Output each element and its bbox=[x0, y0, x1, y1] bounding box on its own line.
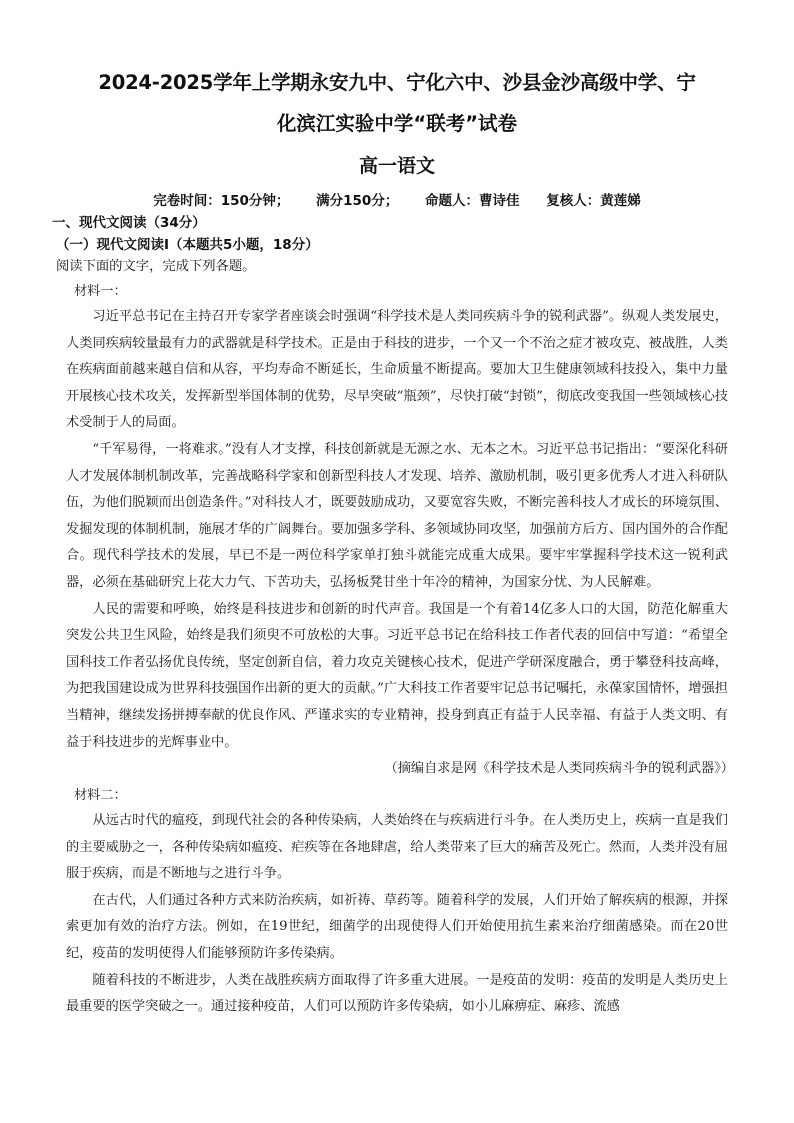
subsection-heading: （一）现代文阅读Ⅰ（本题共5小题，18分） bbox=[56, 237, 319, 253]
exam-meta bbox=[66, 190, 728, 212]
material2-paragraph: 在古代，人们通过各种方式来防治疾病，如祈祷、草药等。随着科学的发展，人们开始了解疾病的根源，并探索更加有效的治疗方法。例如，在19世纪，细菌学的出现使得人们开始使用抗生素来治疗细菌感染。而在20世纪，疫苗的发明使得人们能够预防许多传染病。 bbox=[66, 892, 728, 962]
question-setter: 命题人：曹诗佳 bbox=[425, 193, 520, 209]
subject-title: 高一语文 bbox=[358, 155, 435, 177]
material2-paragraph: 从远古时代的瘟疫，到现代社会的各种传染病，人类始终在与疾病进行斗争。在人类历史上，疾病一直是我们的主要威胁之一，各种传染病如瘟疫、疟疾等在各地肆虐，给人类带来了巨大的痛苦及死亡。然而，人类并没有屈服于疾病，而是不断地与之进行斗争。 bbox=[66, 813, 728, 882]
material1-paragraph: 习近平总书记在主持召开专家学者座谈会时强调“科学技术是人类同疾病斗争的锐利武器”。纵观人类发展史，人类同疾病较量最有力的武器就是科学技术。正是由于科技的进步，一个又一个不治之症才被攻克、被战胜，人类在疾病面前越来越自信和从容，平均寿命不断延长，生命质量不断提高。要加大卫生健康领域科技投入，集中力量开展核心技术攻关，发挥新型举国体制的优势，尽早突破“瓶颈”，尽快打破“封锁”，彻底改变我国一些领域核心技术受制于人的局面。 bbox=[66, 309, 728, 431]
section-heading: 一、现代文阅读（34分） bbox=[52, 215, 206, 231]
exam-title bbox=[66, 62, 728, 144]
material2-paragraph: 随着科技的不断进步，人类在战胜疾病方面取得了许多重大进展。一是疫苗的发明：疫苗的发明是人类历史上最重要的医学突破之一。通过接种疫苗，人们可以预防许多传染病，如小儿麻痹症、麻疹、流感 bbox=[66, 972, 728, 1015]
exam-title-line2: 化滨江实验中学“联考”试卷 bbox=[276, 112, 518, 135]
full-score: 满分150分； bbox=[316, 193, 399, 209]
exam-title-line1: 2024-2025学年上学期永安九中、宁化六中、沙县金沙高级中学、宁 bbox=[98, 71, 696, 94]
reviewer: 复核人：黄莲娣 bbox=[546, 193, 641, 209]
material1-paragraph: 人民的需要和呼唤，始终是科技进步和创新的时代声音。我国是一个有着14亿多人口的大国，防范化解重大突发公共卫生风险，始终是我们须臾不可放松的大事。习近平总书记在给科技工作者代表的回信中写道：“希望全国科技工作者弘扬优良传统，坚定创新自信，着力攻克关键核心技术，促进产学研深度融合，勇于攀登科技高峰，为把我国建设成为世界科技强国作出新的更大的贡献。”广大科技工作者要牢记总书记嘱托，永葆家国情怀，增强担当精神，继续发扬拼搏奉献的优良作风、严谨求实的专业精神，投身到真正有益于人民幸福、有益于人类文明、有益于科技进步的光辉事业中。 bbox=[66, 601, 728, 750]
instruction-text: 阅读下面的文字，完成下列各题。 bbox=[56, 259, 256, 274]
material1-label: 材料一： bbox=[74, 284, 127, 299]
material2-label: 材料二： bbox=[74, 788, 127, 804]
material1-source: （摘编自求是网《科学技术是人类同疾病斗争的锐利武器》） bbox=[384, 761, 734, 777]
material1-paragraph: “千军易得，一将难求。”没有人才支撑，科技创新就是无源之水、无本之木。习近平总书记指出：“要深化科研人才发展体制机制改革，完善战略科学家和创新型科技人才发现、培养、激励机制，吸引更多优秀人才进入科研队伍，为他们脱颖而出创造条件。”对科技人才，既要鼓励成功，又要宽容失败，不断完善科技人才成长的环境氛围、发掘发现的体制机制，施展才华的广阔舞台。要加强多学科、多领域协同攻坚，加强前方后方、国内国外的合作配合。现代科学技术的发展，早已不是一两位科学家单打独斗就能完成重大成果。要牢牢掌握科学技术这一锐利武器，必须在基础研究上花大力气、下苦功夫，弘扬板凳甘坐十年冷的精神，为国家分忧、为人民解难。 bbox=[66, 441, 728, 590]
exam-time: 完卷时间：150分钟； bbox=[153, 193, 290, 209]
